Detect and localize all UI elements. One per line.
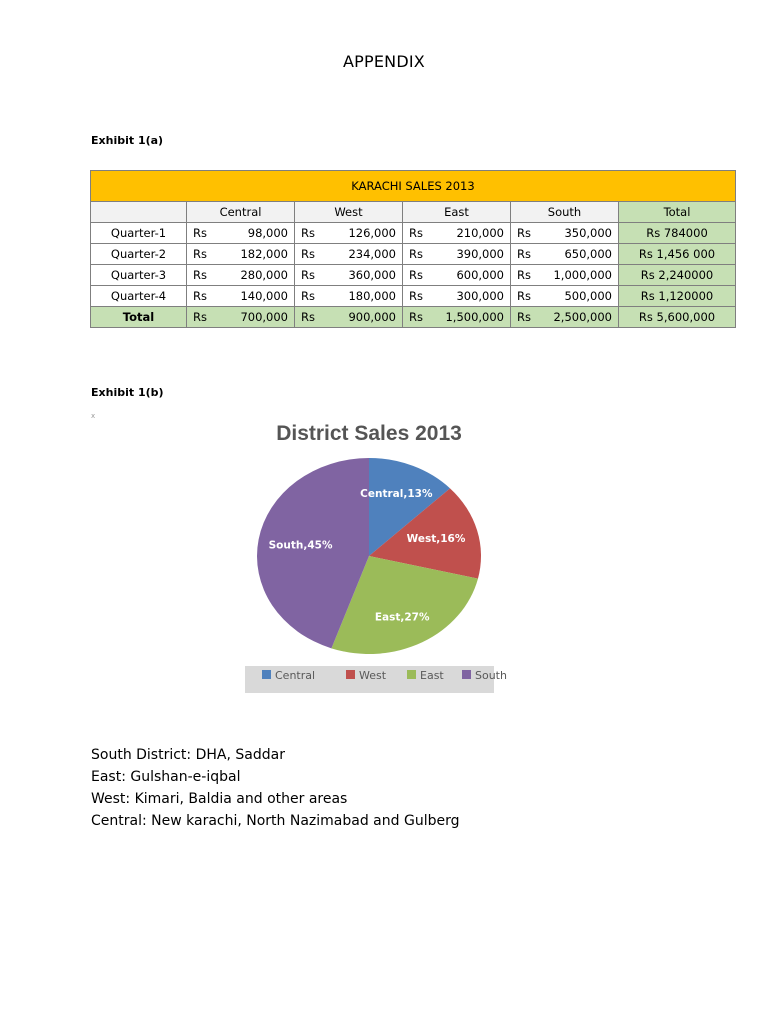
karachi-sales-table bbox=[90, 170, 736, 328]
row-total: Rs 1,456 000 bbox=[619, 244, 736, 265]
table-row bbox=[91, 223, 736, 244]
legend-label-west: West bbox=[359, 669, 387, 682]
amount: 126,000 bbox=[348, 226, 396, 240]
currency-label: Rs bbox=[193, 268, 207, 282]
currency-label: Rs bbox=[517, 247, 531, 261]
amount: 98,000 bbox=[247, 226, 288, 240]
currency-label: Rs bbox=[409, 310, 423, 324]
amount: 2,500,000 bbox=[553, 310, 612, 324]
sales-cell bbox=[403, 223, 511, 244]
legend-swatch-central bbox=[262, 670, 271, 679]
note-east: East: Gulshan-e-iqbal bbox=[91, 769, 241, 785]
district-notes bbox=[91, 744, 459, 832]
note-south: South District: DHA, Saddar bbox=[91, 747, 285, 763]
amount: 1,500,000 bbox=[445, 310, 504, 324]
amount: 182,000 bbox=[240, 247, 288, 261]
row-label: Quarter-1 bbox=[91, 223, 187, 244]
currency-label: Rs bbox=[301, 247, 315, 261]
currency-label: Rs bbox=[193, 247, 207, 261]
note-west: West: Kimari, Baldia and other areas bbox=[91, 791, 348, 807]
currency-label: Rs bbox=[301, 268, 315, 282]
amount: 650,000 bbox=[564, 247, 612, 261]
amount: 180,000 bbox=[348, 289, 396, 303]
pie-label-east: East,27% bbox=[374, 611, 430, 624]
pie-label-south: South,45% bbox=[268, 539, 333, 552]
row-total: Rs 784000 bbox=[619, 223, 736, 244]
exhibit-1a-label: Exhibit 1(a) bbox=[91, 134, 164, 147]
currency-label: Rs bbox=[193, 226, 207, 240]
amount: 900,000 bbox=[348, 310, 396, 324]
sales-cell bbox=[511, 265, 619, 286]
sales-cell bbox=[511, 307, 619, 328]
sales-cell bbox=[295, 286, 403, 307]
sales-cell bbox=[187, 265, 295, 286]
legend-label-south: South bbox=[475, 669, 507, 682]
legend-swatch-south bbox=[462, 670, 471, 679]
header-east: East bbox=[403, 202, 511, 223]
table-row bbox=[91, 307, 736, 328]
sales-cell bbox=[187, 223, 295, 244]
header-west: West bbox=[295, 202, 403, 223]
sales-cell bbox=[511, 286, 619, 307]
amount: 360,000 bbox=[348, 268, 396, 282]
table-header-row bbox=[91, 202, 736, 223]
currency-label: Rs bbox=[409, 268, 423, 282]
currency-label: Rs bbox=[193, 289, 207, 303]
header-blank bbox=[91, 202, 187, 223]
header-central: Central bbox=[187, 202, 295, 223]
currency-label: Rs bbox=[301, 310, 315, 324]
pie-label-west: West,16% bbox=[406, 533, 466, 546]
sales-cell bbox=[187, 244, 295, 265]
sales-cell bbox=[295, 223, 403, 244]
row-label: Quarter-3 bbox=[91, 265, 187, 286]
currency-label: Rs bbox=[517, 226, 531, 240]
legend-swatch-east bbox=[407, 670, 416, 679]
note-central: Central: New karachi, North Nazimabad and Gulberg bbox=[91, 813, 460, 829]
amount: 700,000 bbox=[240, 310, 288, 324]
row-label: Quarter-4 bbox=[91, 286, 187, 307]
currency-label: Rs bbox=[517, 289, 531, 303]
currency-label: Rs bbox=[301, 289, 315, 303]
table-row bbox=[91, 286, 736, 307]
row-total: Rs 1,120000 bbox=[619, 286, 736, 307]
sales-cell bbox=[511, 244, 619, 265]
amount: 210,000 bbox=[456, 226, 504, 240]
table-title: KARACHI SALES 2013 bbox=[91, 171, 736, 202]
amount: 600,000 bbox=[456, 268, 504, 282]
header-south: South bbox=[511, 202, 619, 223]
sales-cell bbox=[295, 244, 403, 265]
sales-cell bbox=[295, 265, 403, 286]
header-total: Total bbox=[619, 202, 736, 223]
currency-label: Rs bbox=[301, 226, 315, 240]
currency-label: Rs bbox=[409, 226, 423, 240]
currency-label: Rs bbox=[409, 247, 423, 261]
amount: 234,000 bbox=[348, 247, 396, 261]
row-total: Rs 2,240000 bbox=[619, 265, 736, 286]
sales-cell bbox=[187, 286, 295, 307]
sales-cell bbox=[403, 307, 511, 328]
table-row bbox=[91, 244, 736, 265]
sales-cell bbox=[511, 223, 619, 244]
amount: 140,000 bbox=[240, 289, 288, 303]
pie-label-central: Central,13% bbox=[360, 487, 433, 500]
district-sales-pie-chart bbox=[245, 410, 507, 695]
currency-label: Rs bbox=[409, 289, 423, 303]
amount: 280,000 bbox=[240, 268, 288, 282]
sales-cell bbox=[187, 307, 295, 328]
sales-cell bbox=[403, 286, 511, 307]
amount: 350,000 bbox=[564, 226, 612, 240]
currency-label: Rs bbox=[517, 268, 531, 282]
legend-swatch-west bbox=[346, 670, 355, 679]
amount: 390,000 bbox=[456, 247, 504, 261]
sales-cell bbox=[403, 265, 511, 286]
sales-cell bbox=[295, 307, 403, 328]
currency-label: Rs bbox=[193, 310, 207, 324]
legend-label-east: East bbox=[420, 669, 444, 682]
row-label: Quarter-2 bbox=[91, 244, 187, 265]
exhibit-1b-label: Exhibit 1(b) bbox=[91, 386, 164, 399]
sales-cell bbox=[403, 244, 511, 265]
amount: 1,000,000 bbox=[553, 268, 612, 282]
tiny-mark: x bbox=[91, 412, 96, 420]
amount: 500,000 bbox=[564, 289, 612, 303]
row-total: Rs 5,600,000 bbox=[619, 307, 736, 328]
row-label: Total bbox=[91, 307, 187, 328]
chart-title: District Sales 2013 bbox=[276, 422, 462, 445]
page-title: APPENDIX bbox=[343, 52, 425, 71]
table-row bbox=[91, 265, 736, 286]
amount: 300,000 bbox=[456, 289, 504, 303]
legend-label-central: Central bbox=[275, 669, 316, 682]
currency-label: Rs bbox=[517, 310, 531, 324]
